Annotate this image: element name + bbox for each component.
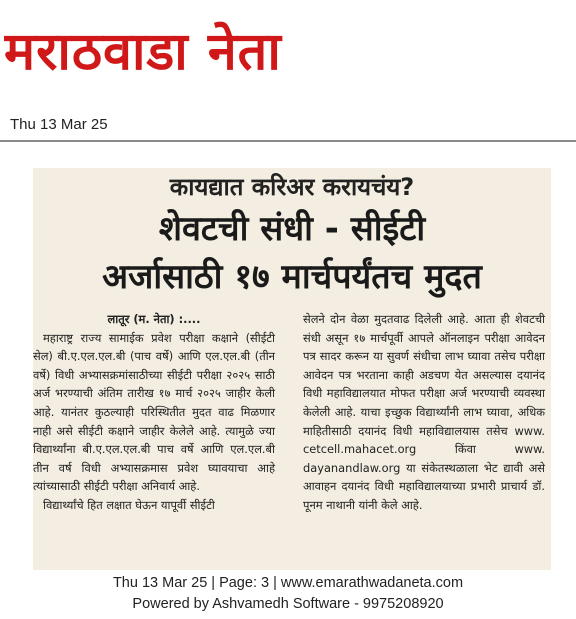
article-kicker: कायद्यात करिअर करायचंय? [169,173,415,201]
footer-page-info: Thu 13 Mar 25 | Page: 3 | www.emarathwadaneta.com [112,575,464,591]
article-headline-line1: शेवटची संधी - सीईटी [158,209,426,249]
header-divider [0,140,576,142]
article-headline-line2: अर्जासाठी १७ मार्चपर्यंतच मुदत [102,257,482,297]
masthead-logo: मराठवाडा नेता [4,22,282,82]
edition-date: Thu 13 Mar 25 [10,116,108,133]
article-column-left [33,310,275,515]
article-paragraph: सेलने दोन वेळा मुदतवाढ दिलेली आहे. आता ही शेवटची संधी असून १७ मार्चपूर्वी आपले ऑनलाइन परीक्षा आवेदन पत्र सादर करून या सुवर्ण संधीचा लाभ घ्यावा तसेच परीक्षा आवेदन पत्र भरताना काही अडचण येत असल्यास दयानंद विधी महाविद्यालयात मोफत परीक्षा अर्ज भरण्याची व्यवस्था केलेली आहे. याचा इच्छुक विद्यार्थ्यांनी लाभ घ्यावा, अधिक माहितीसाठी दयानंद विधी महाविद्यालयास तसेच www. cetcell.mahacet.org किंवा www. dayanandlaw.org या संकेतस्थळाला भेट द्यावी असे आवाहन दयानंद विधी महाविद्यालयाच्या प्रभारी प्राचार्य डॉ. पूनम नाथानी यांनी केले आहे. [303,312,545,512]
footer-credit: Powered by Ashvamedh Software - 9975208920 [132,596,444,612]
article-column-right [303,310,545,515]
article-dateline: लातूर (म. नेता) :.... [107,312,201,326]
article-paragraph: विद्यार्थ्यांचे हित लक्षात घेऊन यापूर्वी सीईटी [43,497,215,512]
news-article-clipping [33,168,551,570]
article-paragraph: महाराष्ट्र राज्य सामाईक प्रवेश परीक्षा कक्षाने (सीईटी सेल) बी.ए.एल.एल.बी (पाच वर्षे) आणि एल.एल.बी (तीन वर्षे) विधी अभ्यासक्रमांसाठीच्या सीईटी परीक्षा २०२५ साठी अर्ज भरण्याची अंतिम तारीख १७ मार्च २०२५ जाहीर केली आहे. यानंतर कुठल्याही परिस्थितीत मुदत वाढ मिळणार नाही असे सीईटी कक्षाने जाहीर केलेले आहे. त्यामुळे ज्या विद्यार्थ्यांना बी.ए.एल.एल.बी पाच वर्षे आणि एल.एल.बी तीन वर्ष विधी अभ्यासक्रमास प्रवेश घ्यावयाचा आहे त्यांच्यासाठी सीईटी परीक्षा अनिवार्य आहे. [33,330,275,494]
